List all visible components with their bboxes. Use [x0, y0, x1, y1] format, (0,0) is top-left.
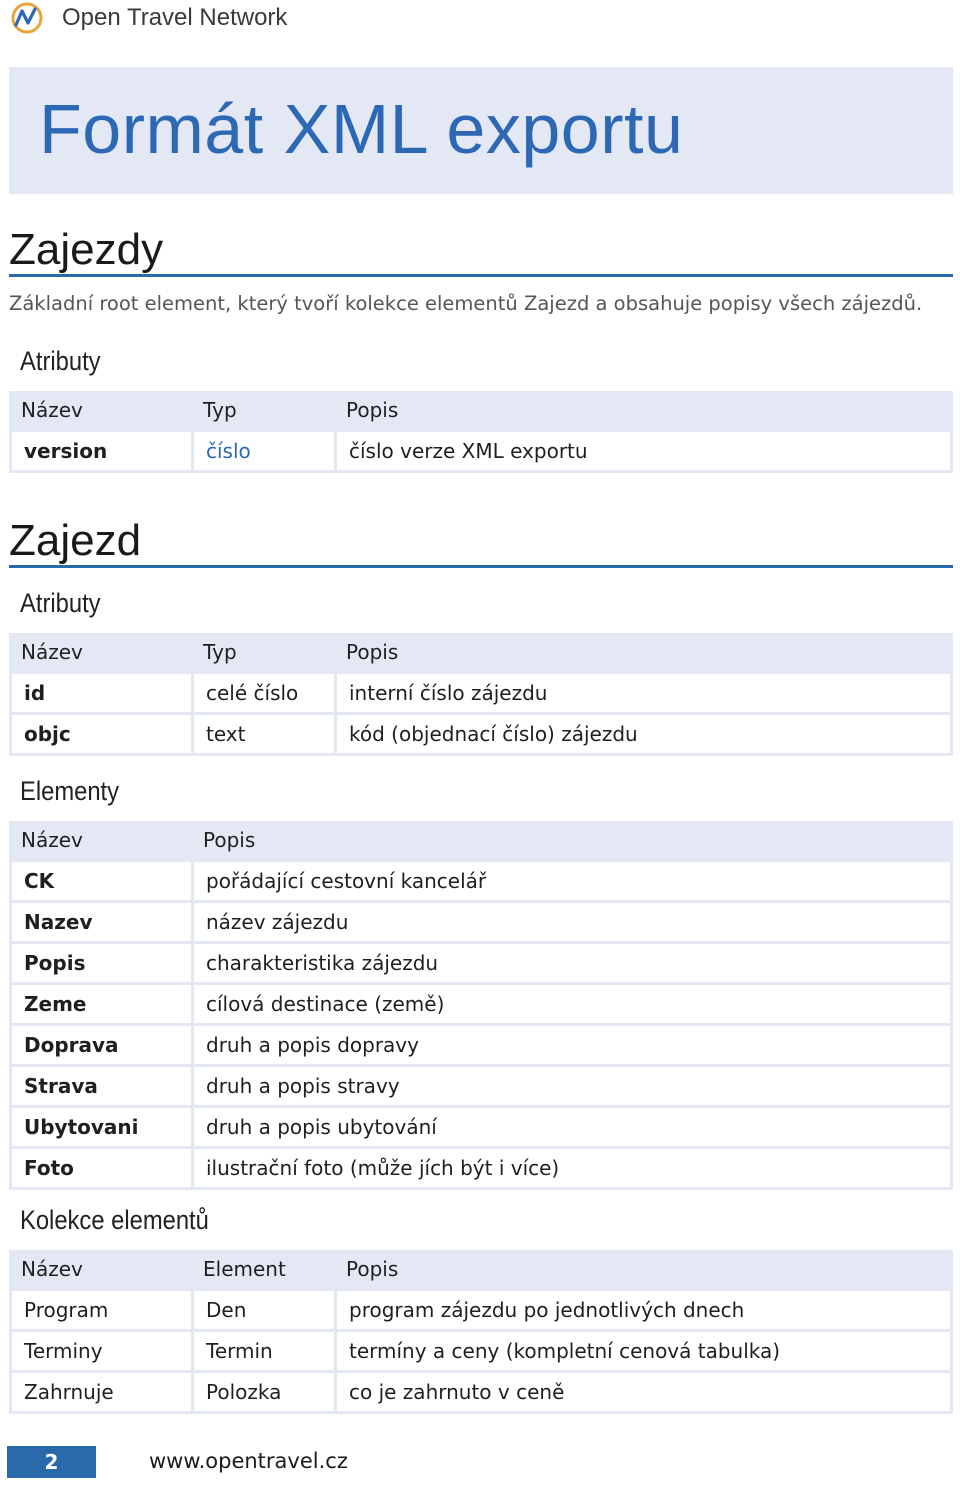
element-description: druh a popis dopravy: [191, 1026, 953, 1067]
attribute-description: kód (objednací číslo) zájezdu: [334, 715, 953, 756]
collection-element: Den: [191, 1288, 334, 1332]
collection-description: program zájezdu po jednotlivých dnech: [334, 1288, 953, 1332]
table-row: [9, 715, 953, 756]
table-row: [9, 1332, 953, 1373]
element-name: Zeme: [9, 985, 191, 1026]
zajezdy-atributy-table: [9, 391, 953, 473]
table-header-row: [9, 821, 953, 859]
page-number-badge: [7, 1446, 96, 1478]
column-header: Popis: [334, 391, 953, 429]
column-header: Typ: [191, 391, 334, 429]
table-row: [9, 1288, 953, 1332]
element-name: Foto: [9, 1149, 191, 1190]
table-row: [9, 1026, 953, 1067]
element-description: druh a popis stravy: [191, 1067, 953, 1108]
section-title-zajezdy: Zajezdy: [9, 226, 953, 277]
zajezd-atributy-table: [9, 633, 953, 756]
attribute-name: version: [9, 429, 191, 473]
element-name: Popis: [9, 944, 191, 985]
attribute-description: interní číslo zájezdu: [334, 671, 953, 715]
element-description: cílová destinace (země): [191, 985, 953, 1026]
footer-url-link[interactable]: www.opentravel.cz: [149, 1449, 348, 1473]
element-name: Ubytovani: [9, 1108, 191, 1149]
brand-name: Open Travel Network: [62, 4, 288, 31]
table-row: [9, 1067, 953, 1108]
zajezd-kolekce-table: [9, 1250, 953, 1414]
zajezd-kolekce-heading: Kolekce elementů: [20, 1205, 209, 1235]
column-header: Název: [9, 1250, 191, 1288]
column-header: Element: [191, 1250, 334, 1288]
table-row: [9, 859, 953, 903]
table-row: [9, 1108, 953, 1149]
element-description: charakteristika zájezdu: [191, 944, 953, 985]
zajezd-elementy-heading: Elementy: [20, 776, 120, 806]
table-row: [9, 1149, 953, 1190]
zajezdy-description: Základní root element, který tvoří kolekce elementů Zajezd a obsahuje popisy všech zájezdů.: [9, 292, 923, 315]
table-row: [9, 985, 953, 1026]
attribute-type[interactable]: číslo: [191, 429, 334, 473]
open-travel-logo-icon: [10, 1, 44, 35]
element-description: druh a popis ubytování: [191, 1108, 953, 1149]
column-header: Název: [9, 821, 191, 859]
table-header-row: [9, 391, 953, 429]
page-number: 2: [44, 1450, 59, 1474]
zajezd-elementy-table: [9, 821, 953, 1190]
attribute-description: číslo verze XML exportu: [334, 429, 953, 473]
element-description: ilustrační foto (může jích být i více): [191, 1149, 953, 1190]
column-header: Typ: [191, 633, 334, 671]
table-row: [9, 903, 953, 944]
element-description: název zájezdu: [191, 903, 953, 944]
element-name: CK: [9, 859, 191, 903]
table-header-row: [9, 633, 953, 671]
collection-name: Terminy: [9, 1332, 191, 1373]
zajezd-atributy-heading: Atributy: [20, 588, 101, 618]
element-name: Doprava: [9, 1026, 191, 1067]
column-header: Název: [9, 633, 191, 671]
element-description: pořádající cestovní kancelář: [191, 859, 953, 903]
column-header: Popis: [191, 821, 953, 859]
header: [10, 0, 287, 36]
collection-description: termíny a ceny (kompletní cenová tabulka): [334, 1332, 953, 1373]
table-header-row: [9, 1250, 953, 1288]
collection-element: Termin: [191, 1332, 334, 1373]
attribute-type: text: [191, 715, 334, 756]
column-header: Popis: [334, 633, 953, 671]
table-row: [9, 1373, 953, 1414]
column-header: Popis: [334, 1250, 953, 1288]
collection-element: Polozka: [191, 1373, 334, 1414]
page-title: Formát XML exportu: [39, 90, 684, 168]
column-header: Název: [9, 391, 191, 429]
collection-name: Program: [9, 1288, 191, 1332]
attribute-type: celé číslo: [191, 671, 334, 715]
table-row: [9, 944, 953, 985]
collection-name: Zahrnuje: [9, 1373, 191, 1414]
table-row: [9, 671, 953, 715]
collection-description: co je zahrnuto v ceně: [334, 1373, 953, 1414]
element-name: Nazev: [9, 903, 191, 944]
attribute-name: id: [9, 671, 191, 715]
table-row: [9, 429, 953, 473]
attribute-name: objc: [9, 715, 191, 756]
title-band: [9, 67, 953, 194]
element-name: Strava: [9, 1067, 191, 1108]
section-title-zajezd: Zajezd: [9, 517, 953, 568]
zajezdy-atributy-heading: Atributy: [20, 346, 101, 376]
